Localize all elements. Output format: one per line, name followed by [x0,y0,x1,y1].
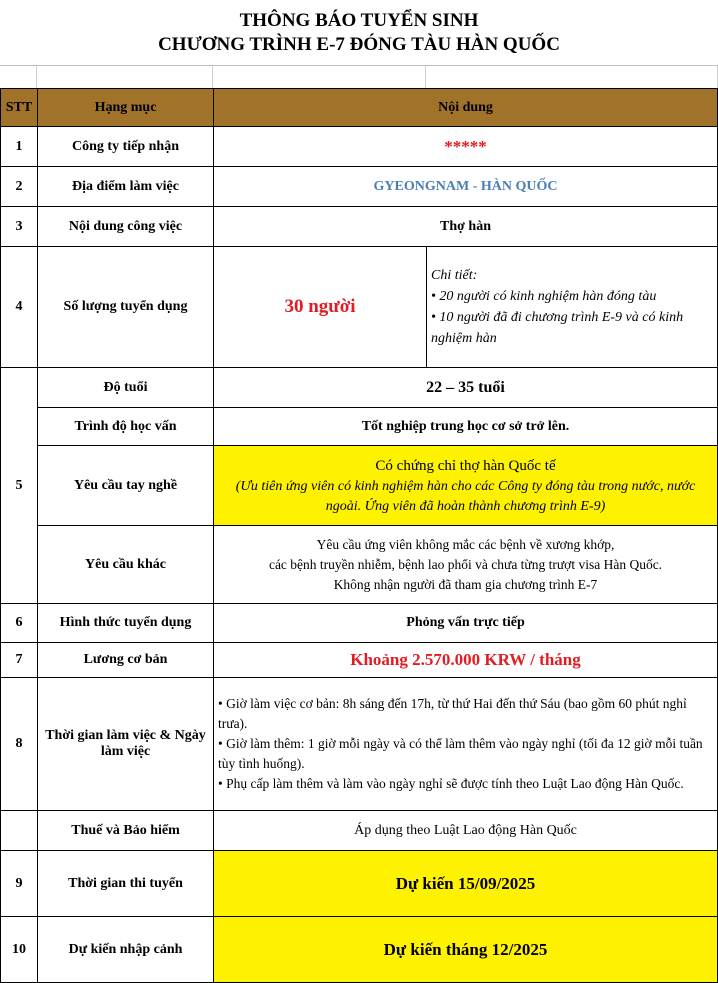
salary-value: Khoảng 2.570.000 KRW / tháng [214,643,718,678]
row-label: Dự kiến nhập cảnh [38,917,214,983]
recruitment-table [0,88,718,983]
work-time-details [214,678,718,811]
spacer-row [0,66,718,88]
other-requirements [214,526,718,604]
table-row [1,247,718,368]
table-row [1,851,718,917]
skill-note: (Ưu tiên ứng viên có kinh nghiệm hàn cho các Công ty đóng tàu trong nước, nước ngoài. Ứng viên đã hoàn thành chương trình E-9) [235,478,696,514]
row-number: 8 [1,678,38,811]
row-label: Thời gian làm việc & Ngày làm việc [38,678,214,811]
work-time-item: • Phụ cấp làm thêm và làm vào ngày nghỉ sẽ được tính theo Luật Lao động Hàn Quốc. [218,776,684,791]
table-row [1,408,718,446]
location-value: GYEONGNAM - HÀN QUỐC [214,167,718,207]
row-label: Công ty tiếp nhận [38,127,214,167]
table-row [1,917,718,983]
company-value: ***** [214,127,718,167]
table-row [1,811,718,851]
table-row [1,446,718,526]
header-stt: STT [1,89,38,127]
row-label: Thời gian thi tuyển [38,851,214,917]
row-label: Số lượng tuyển dụng [38,247,214,368]
row-number: 3 [1,207,38,247]
detail-title: Chi tiết: [431,268,478,283]
tax-value: Áp dụng theo Luật Lao động Hàn Quốc [214,811,718,851]
age-value: 22 – 35 tuổi [214,368,718,408]
recruit-form-value: Phỏng vấn trực tiếp [214,604,718,643]
row-number: 1 [1,127,38,167]
table-header-row [1,89,718,127]
row-label: Độ tuổi [38,368,214,408]
education-value: Tốt nghiệp trung học cơ sở trở lên. [214,408,718,446]
work-time-item: • Giờ làm việc cơ bản: 8h sáng đến 17h, từ thứ Hai đến thứ Sáu (bao gồm 60 phút nghỉ trưa). [218,696,687,731]
table-row [1,368,718,408]
header-category: Hạng mục [38,89,214,127]
row-number: 9 [1,851,38,917]
skill-value: Có chứng chỉ thợ hàn Quốc tế [375,457,556,474]
title-line-1: THÔNG BÁO TUYỂN SINH [239,10,479,31]
work-time-item: • Giờ làm thêm: 1 giờ mỗi ngày và có thể làm thêm vào ngày nghỉ (tối đa 12 giờ mỗi tuần tùy tình huống). [218,736,703,771]
row-label: Yêu cầu tay nghề [38,446,214,526]
other-line: các bệnh truyền nhiễm, bệnh lao phổi và chưa từng trượt visa Hàn Quốc. [268,556,663,572]
entry-date-value: Dự kiến tháng 12/2025 [214,917,718,983]
table-row [1,526,718,604]
row-number: 2 [1,167,38,207]
title-line-2: CHƯƠNG TRÌNH E-7 ĐÓNG TÀU HÀN QUỐC [158,34,560,55]
row-number: 6 [1,604,38,643]
row-number: 4 [1,247,38,368]
quantity-detail [427,247,718,368]
other-line: Yêu cầu ứng viên không mắc các bệnh về xương khớp, [316,536,615,552]
table-row [1,207,718,247]
row-label: Hình thức tuyển dụng [38,604,214,643]
row-label: Yêu cầu khác [38,526,214,604]
table-row [1,643,718,678]
table-row [1,167,718,207]
row-label: Nội dung công việc [38,207,214,247]
page-title [0,0,718,66]
row-number: 10 [1,917,38,983]
quantity-value: 30 người [214,247,427,368]
row-number: 7 [1,643,38,678]
skill-value-cell [214,446,718,526]
row-label: Thuế và Bảo hiểm [38,811,214,851]
detail-item: • 10 người đã đi chương trình E-9 và có kinh nghiệm hàn [431,310,684,346]
job-value: Thợ hàn [214,207,718,247]
header-content: Nội dung [214,89,718,127]
exam-date-value: Dự kiến 15/09/2025 [214,851,718,917]
detail-item: • 20 người có kinh nghiệm hàn đóng tàu [431,289,657,304]
table-row [1,678,718,811]
row-label: Lương cơ bản [38,643,214,678]
table-row [1,604,718,643]
row-label: Trình độ học vấn [38,408,214,446]
other-line: Không nhận người đã tham gia chương trình E-7 [333,576,598,592]
table-row [1,127,718,167]
row-number: 5 [1,368,38,604]
row-label: Địa điểm làm việc [38,167,214,207]
row-number [1,811,38,851]
